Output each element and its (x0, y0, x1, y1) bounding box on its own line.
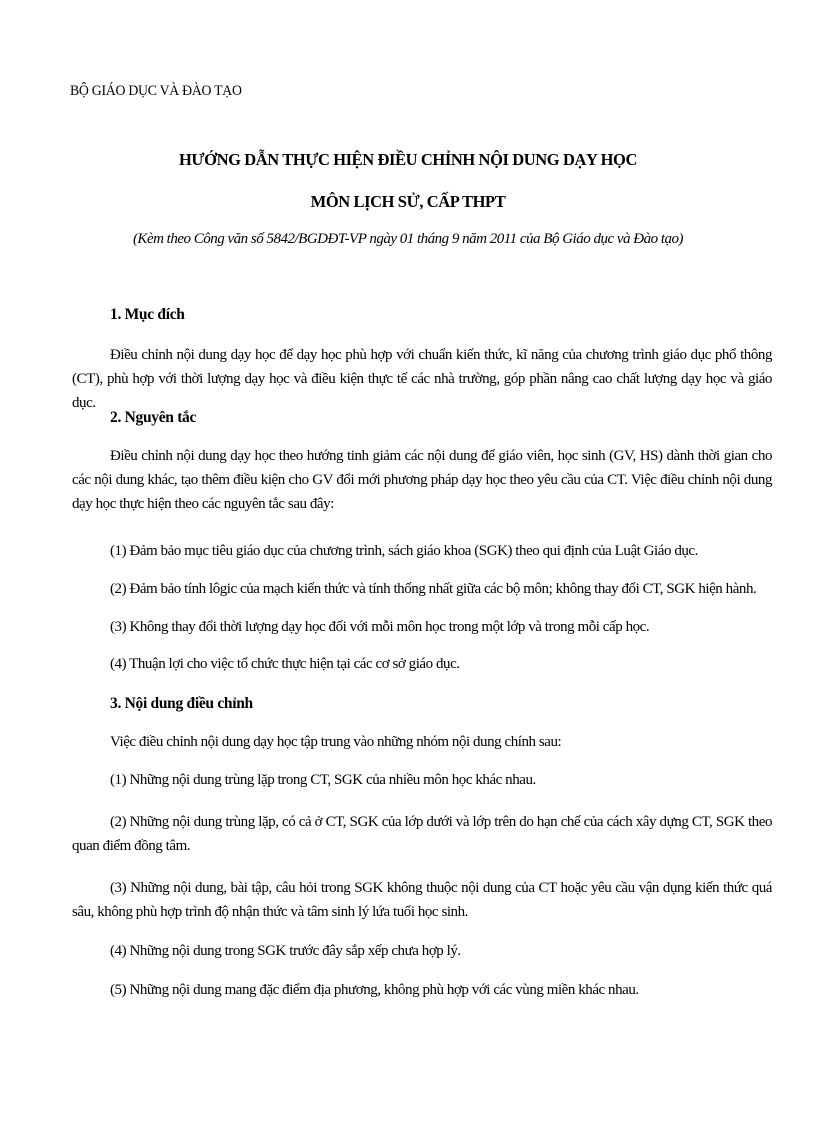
principle-item: (1) Đảm bảo mục tiêu giáo dục của chương trình, sách giáo khoa (SGK) theo qui định của Luật Giáo dục. (110, 543, 698, 559)
document-subject-title: MÔN LỊCH SỬ, CẤP THPT (310, 192, 506, 211)
adjustment-item: (2) Những nội dung trùng lặp, có cả ở CT, SGK của lớp dưới và lớp trên do hạn chế của cách xây dựng CT, SGK theo quan điểm đồng tâm. (72, 814, 772, 854)
adjustment-item: (4) Những nội dung trong SGK trước đây sắp xếp chưa hợp lý. (110, 943, 461, 959)
principle-item: (2) Đảm bảo tính lôgic của mạch kiến thức và tính thống nhất giữa các bộ môn; không thay đổi CT, SGK hiện hành. (110, 581, 757, 597)
adjustment-item: (3) Những nội dung, bài tập, câu hỏi trong SGK không thuộc nội dung của CT hoặc yêu cầu vận dụng kiến thức quá sâu, không phù hợp trình độ nhận thức và tâm sinh lý lứa tuổi học sinh. (72, 880, 772, 920)
adjustment-item: (1) Những nội dung trùng lặp trong CT, SGK của nhiều môn học khác nhau. (110, 772, 536, 788)
section-heading-purpose: 1. Mục đích (110, 306, 185, 323)
section-principles-paragraph: Điều chỉnh nội dung dạy học theo hướng tinh giảm các nội dung để giáo viên, học sinh (GV, HS) dành thời gian cho các nội dung khác, tạo thêm điều kiện cho GV đổi mới phương pháp dạy học theo yêu cầu của CT. Việc điều chỉnh nội dung dạy học thực hiện theo các nguyên tắc sau đây: (72, 448, 772, 512)
document-reference: (Kèm theo Công văn số 5842/BGDĐT-VP ngày 01 tháng 9 năm 2011 của Bộ Giáo dục và Đào tạo) (132, 231, 684, 247)
principle-item: (3) Không thay đổi thời lượng dạy học đối với mỗi môn học trong một lớp và trong mỗi cấp học. (110, 619, 650, 635)
section-purpose-paragraph: Điều chỉnh nội dung dạy học để dạy học phù hợp với chuẩn kiến thức, kĩ năng của chương trình giáo dục phổ thông (CT), phù hợp với thời lượng dạy học và điều kiện thực tế các nhà trường, góp phần nâng cao chất lượng dạy học và giáo dục. (72, 347, 772, 411)
principle-item: (4) Thuận lợi cho việc tổ chức thực hiện tại các cơ sở giáo dục. (110, 656, 460, 672)
adjustment-intro: Việc điều chỉnh nội dung dạy học tập trung vào những nhóm nội dung chính sau: (110, 734, 562, 750)
section-heading-principles: 2. Nguyên tắc (110, 409, 197, 426)
section-heading-adjustment: 3. Nội dung điều chỉnh (110, 695, 253, 712)
ministry-name: BỘ GIÁO DỤC VÀ ĐÀO TẠO (70, 83, 242, 99)
adjustment-item: (5) Những nội dung mang đặc điểm địa phương, không phù hợp với các vùng miền khác nhau. (110, 982, 639, 998)
document-title: HƯỚNG DẪN THỰC HIỆN ĐIỀU CHỈNH NỘI DUNG DẠY HỌC (178, 150, 638, 169)
